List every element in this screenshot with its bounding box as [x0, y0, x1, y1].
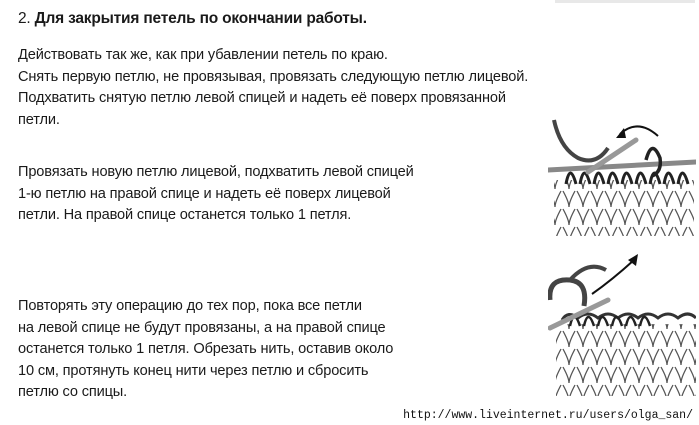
- paragraph-line: петли.: [18, 111, 60, 128]
- paragraph-3: [18, 296, 393, 404]
- source-watermark: http://www.liveinternet.ru/users/olga_san/: [403, 409, 693, 422]
- paragraph-line: Провязать новую петлю лицевой, подхватить левой спицей: [18, 164, 414, 180]
- paragraph-1: [18, 45, 528, 131]
- section-number: 2.: [18, 10, 31, 27]
- knitting-illustration-last-loop: [548, 240, 696, 396]
- section-title: [18, 10, 367, 28]
- arrow-icon: [620, 126, 658, 136]
- paragraph-2: [18, 162, 414, 227]
- knit-fabric: [554, 180, 694, 236]
- paragraph-line: Подхватить снятую петлю левой спицей и надеть её поверх провязанной: [18, 90, 506, 106]
- section-heading: Для закрытия петель по окончании работы.: [34, 10, 367, 27]
- paragraph-line: останется только 1 петля. Обрезать нить, оставив около: [18, 341, 394, 357]
- paragraph-line: Повторять эту операцию до тех пор, пока все петли: [18, 298, 362, 314]
- paragraph-line: петлю со спицы.: [18, 384, 128, 400]
- paragraph-line: петли. На правой спице останется только 1 петля.: [18, 207, 352, 223]
- yarn-strand: [554, 120, 608, 160]
- yarn-strand: [570, 267, 606, 280]
- paragraph-line: 1-ю петлю на правой спице и надеть её поверх лицевой: [18, 185, 391, 202]
- paragraph-line: на левой спице не будут провязаны, а на правой спице: [18, 319, 386, 336]
- paragraph-line: Действовать так же, как при убавлении петель по краю.: [18, 47, 388, 63]
- paragraph-line: 10 см, протянуть конец нити через петлю и сбросить: [18, 362, 369, 379]
- needle-left: [548, 162, 696, 170]
- knit-fabric: [556, 324, 696, 396]
- yarn-loop: [550, 280, 585, 306]
- paragraph-line: Снять первую петлю, не провязывая, провязать следующую петлю лицевой.: [18, 68, 529, 85]
- top-edge-fragment: [555, 0, 695, 3]
- knitting-illustration-lift-loop: [548, 118, 696, 236]
